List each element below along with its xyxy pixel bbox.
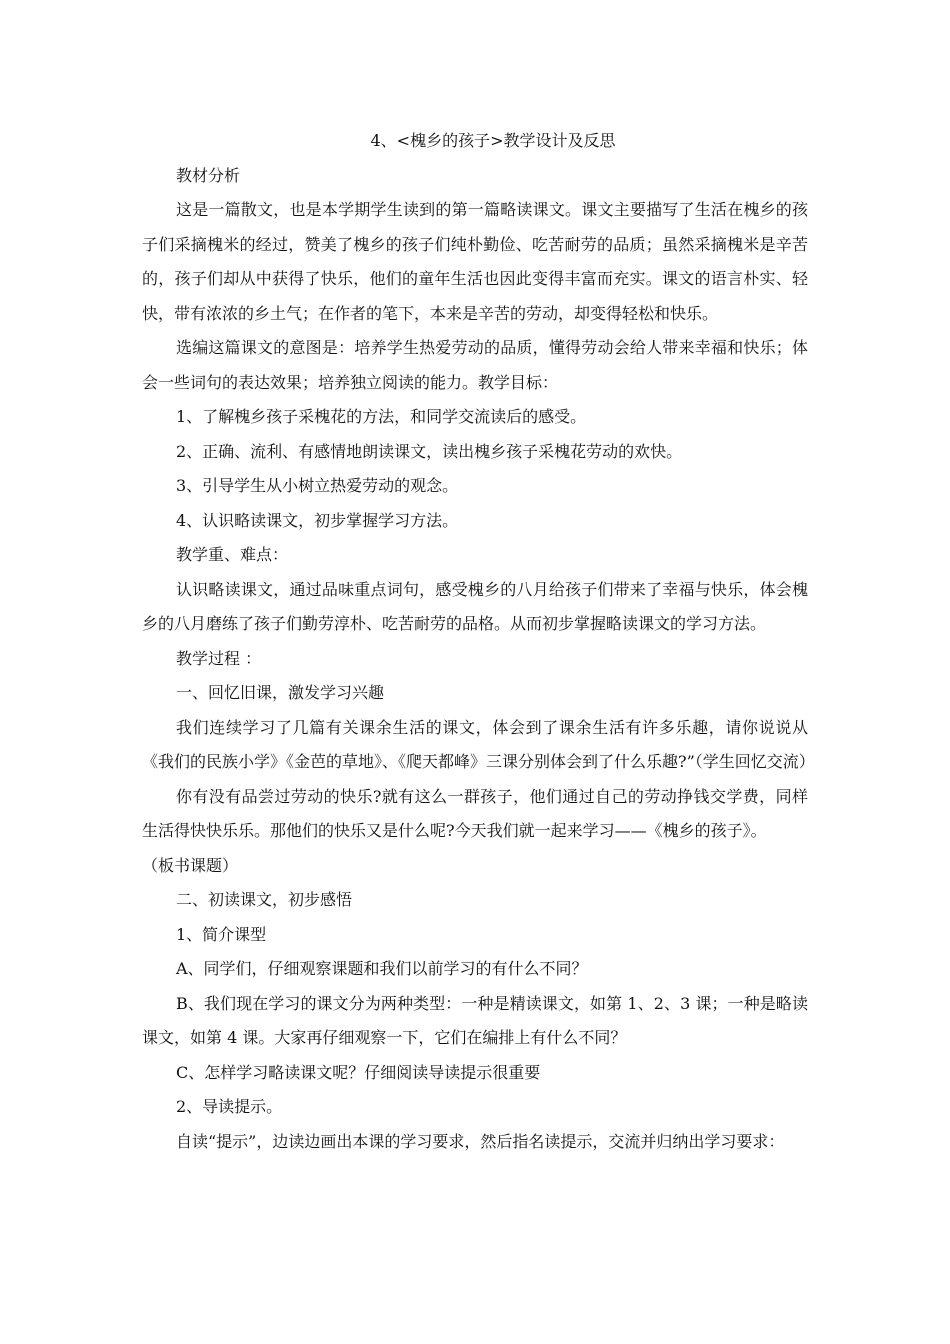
paragraph-self-reading: 自读“提示”，边读边画出本课的学习要求，然后指名读提示，交流并归纳出学习要求： [176, 1131, 785, 1151]
paragraph-key-points: 认识略读课文，通过品味重点词句，感受槐乡的八月给孩子们带来了幸福与快乐，体会槐乡的八月磨练了孩子们勤劳淳朴、吃苦耐劳的品格。从而初步掌握略读课文的学习方法。 [142, 579, 808, 633]
item-c: C、怎样学习略读课文呢？仔细阅读导读提示很重要 [176, 1062, 541, 1082]
section-heading-textbook-analysis: 教材分析 [176, 165, 241, 185]
section-heading-key-points: 教学重、难点： [176, 545, 289, 564]
step-heading-1: 一、回忆旧课，激发学习兴趣 [176, 683, 385, 702]
paragraph-introduction: 你有没有品尝过劳动的快乐?就有这么一群孩子，他们通过自己的劳动挣钱交学费，同样生活得快快乐乐。那他们的快乐又是什么呢?今天我们就一起来学习——《槐乡的孩子》。 [142, 786, 808, 840]
item-a: A、同学们，仔细观察课题和我们以前学习的有什么不同？ [176, 959, 588, 978]
item-b: B、我们现在学习的课文分为两种类型：一种是精读课文，如第 1、2、3 课；一种是略读课文，如第 4 课。大家再仔细观察一下，它们在编排上有什么不同？ [142, 993, 808, 1047]
document-title: 4、<槐乡的孩子>教学设计及反思 [370, 131, 616, 150]
goal-item-4: 4、认识略读课文，初步掌握学习方法。 [176, 510, 459, 530]
goal-item-2: 2、正确、流利、有感情地朗读课文，读出槐乡孩子采槐花劳动的欢快。 [176, 441, 683, 461]
document-body [142, 124, 815, 1159]
paragraph-review: 我们连续学习了几篇有关课余生活的课文，体会到了课余生活有许多乐趣，请你说说从《我们的民族小学》《金芭的草地》、《爬天都峰》三课分别体会到了什么乐趣?”（学生回忆交流） [142, 717, 815, 771]
sub-heading-reading-guide: 2、导读提示。 [176, 1097, 283, 1116]
goal-item-1: 1、了解槐乡孩子采槐花的方法，和同学交流读后的感受。 [176, 407, 587, 426]
paragraph-board-note: （板书课题） [142, 855, 239, 875]
paragraph-text-description: 这是一篇散文，也是本学期学生读到的第一篇略读课文。课文主要描写了生活在槐乡的孩子们采摘槐米的经过，赞美了槐乡的孩子们纯朴勤俭、吃苦耐劳的品质；虽然采摘槐米是辛苦的，孩子们却从中获得了快乐，他们的童年生活也因此变得丰富而充实。课文的语言朴实、轻快，带有浓浓的乡土气；在作者的笔下，本来是辛苦的劳动，却变得轻松和快乐。 [142, 200, 808, 323]
step-heading-2: 二、初读课文，初步感悟 [176, 890, 353, 909]
sub-heading-lesson-type: 1、简介课型 [176, 924, 267, 944]
section-heading-teaching-process: 教学过程 ： [176, 648, 262, 668]
goal-item-3: 3、引导学生从小树立热爱劳动的观念。 [176, 476, 459, 495]
paragraph-intent-and-goals: 选编这篇课文的意图是：培养学生热爱劳动的品质，懂得劳动会给人带来幸福和快乐；体会一些词句的表达效果；培养独立阅读的能力。教学目标： [142, 338, 808, 392]
